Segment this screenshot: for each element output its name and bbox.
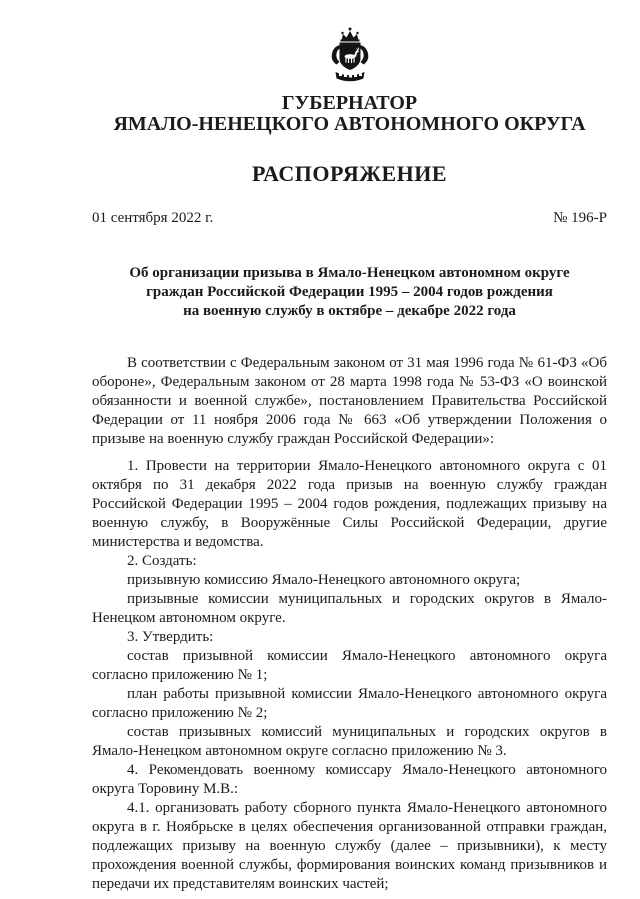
title-line-3: на военную службу в октябре – декабре 2022 года	[183, 303, 516, 319]
emblem-container	[92, 0, 607, 84]
paragraph-item-3-sub-3: состав призывных комиссий муниципальных и городских округов в Ямало-Ненецком автономном округе согласно приложению № 3.	[92, 724, 607, 759]
document-type-heading: РАСПОРЯЖЕНИЕ	[251, 161, 448, 186]
document-date: 01 сентября 2022 г.	[92, 210, 214, 226]
paragraph-item-3-sub-2: план работы призывной комиссии Ямало-Ненецкого автономного округа согласно приложению № 2;	[92, 686, 607, 721]
title-line-1: Об организации призыва в Ямало-Ненецком автономном округе	[129, 265, 570, 281]
document-title	[92, 264, 607, 321]
title-line-2: граждан Российской Федерации 1995 – 2004 годов рождения	[146, 284, 553, 300]
paragraph-preamble: В соответствии с Федеральным законом от 31 мая 1996 года № 61-ФЗ «Об обороне», Федеральным законом от 28 марта 1998 года № 53-ФЗ «О воинской обязанности и военной службе», постановлением Правительства Российской Федерации от 11 ноября 2006 года № 663 «Об утверждении Положения о призыве на военную службу граждан Российской Федерации»:	[92, 355, 607, 447]
org-name-line-2: ЯМАЛО-НЕНЕЦКОГО АВТОНОМНОГО ОКРУГА	[113, 113, 586, 135]
paragraph-item-3: 3. Утвердить:	[127, 629, 214, 645]
org-name-line-1: ГУБЕРНАТОР	[281, 92, 418, 114]
paragraph-item-3-sub-1: состав призывной комиссии Ямало-Ненецкого автономного округа согласно приложению № 1;	[92, 648, 607, 683]
document-number: № 196-Р	[553, 210, 607, 226]
paragraph-item-2-sub-1: призывную комиссию Ямало-Ненецкого автономного округа;	[127, 572, 521, 588]
paragraph-item-4: 4. Рекомендовать военному комиссару Ямало-Ненецкого автономного округа Торовину М.В.:	[92, 762, 607, 797]
document-body	[92, 354, 607, 894]
date-number-row	[92, 209, 607, 227]
paragraph-item-2-sub-2: призывные комиссии муниципальных и городских округов в Ямало-Ненецком автономном округе.	[92, 591, 607, 626]
paragraph-item-4-1: 4.1. организовать работу сборного пункта Ямало-Ненецкого автономного округа в г. Ноябрьске в целях обеспечения организованной отправки граждан, подлежащих призыву на военную службу (далее – призывники), к месту прохождения военной службы, формирования воинских команд призывников и передачи их представителям воинских частей;	[92, 800, 607, 892]
paragraph-item-1: 1. Провести на территории Ямало-Ненецкого автономного округа с 01 октября по 31 декабря 2022 года призыв на военную службу граждан Российской Федерации 1995 – 2004 годов рождения, подлежащих призыву на военную службу, в Вооружённые Силы Российской Федерации, другие министерства и ведомства.	[92, 458, 607, 550]
document-content	[92, 0, 607, 894]
coat-of-arms-icon	[325, 27, 375, 83]
paragraph-item-2: 2. Создать:	[127, 553, 197, 569]
